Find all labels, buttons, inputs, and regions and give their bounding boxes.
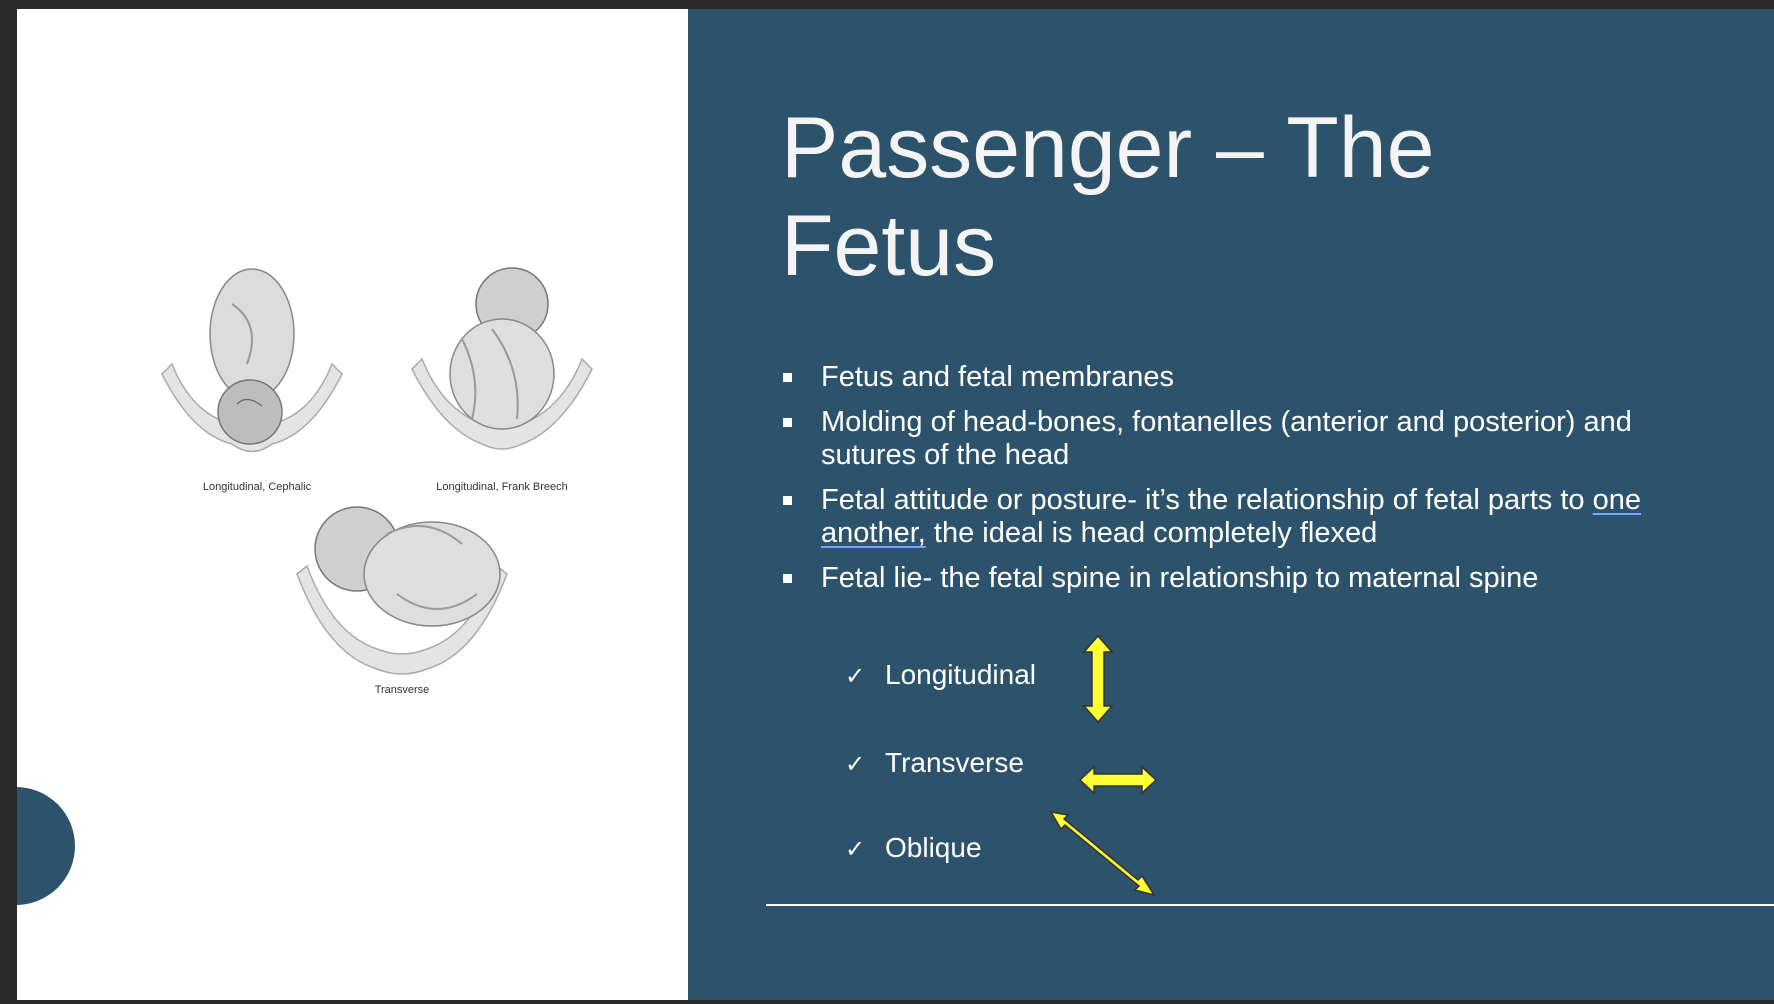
content-panel xyxy=(688,9,1774,1000)
diagonal-double-arrow-icon xyxy=(1048,809,1158,899)
label-transverse: Transverse xyxy=(374,684,430,696)
slide xyxy=(17,9,1774,1000)
bullet-text-tail: the ideal is head completely flexed xyxy=(925,517,1378,549)
lie-item-oblique xyxy=(845,832,982,864)
lie-item-transverse xyxy=(845,747,1024,779)
square-bullet-icon xyxy=(783,574,792,583)
bullet-text: Fetal lie- the fetal spine in relationship to maternal spine xyxy=(821,562,1539,594)
lie-label: Longitudinal xyxy=(885,659,1037,690)
divider-line xyxy=(766,904,1774,906)
square-bullet-icon xyxy=(783,418,792,427)
lie-label: Oblique xyxy=(885,832,982,863)
illustration-panel xyxy=(17,9,688,1000)
square-bullet-icon xyxy=(783,373,792,382)
slide-title xyxy=(781,99,1681,295)
bullet-text: Fetal attitude or posture- it’s the relationship of fetal parts to xyxy=(821,484,1593,516)
fetus-transverse-illustration xyxy=(287,494,517,684)
checkmark-icon: ✓ xyxy=(845,836,866,863)
lie-item-longitudinal xyxy=(845,659,1036,691)
horizontal-double-arrow-icon xyxy=(1078,764,1158,796)
square-bullet-icon xyxy=(783,496,792,505)
decorative-circle xyxy=(17,787,75,905)
bullet-list xyxy=(781,361,1681,607)
bullet-text: Fetus and fetal membranes xyxy=(821,361,1175,393)
checkmark-icon: ✓ xyxy=(845,751,866,778)
bullet-item xyxy=(781,484,1681,550)
underlined-phrase: one another, xyxy=(821,484,1641,549)
lie-label: Transverse xyxy=(885,747,1025,778)
bullet-item xyxy=(781,361,1681,394)
bullet-text: Molding of head-bones, fontanelles (anterior and posterior) and sutures of the head xyxy=(821,406,1632,471)
title-line-1: Passenger – The xyxy=(781,100,1435,196)
vertical-double-arrow-icon xyxy=(1080,634,1116,724)
fetus-cephalic-illustration xyxy=(152,264,352,474)
title-line-2: Fetus xyxy=(781,198,997,294)
checkmark-icon: ✓ xyxy=(845,663,866,690)
bullet-item xyxy=(781,406,1681,472)
label-cephalic: Longitudinal, Cephalic xyxy=(202,481,312,493)
label-breech: Longitudinal, Frank Breech xyxy=(436,481,568,493)
bullet-item xyxy=(781,562,1681,595)
fetus-breech-illustration xyxy=(402,259,602,469)
